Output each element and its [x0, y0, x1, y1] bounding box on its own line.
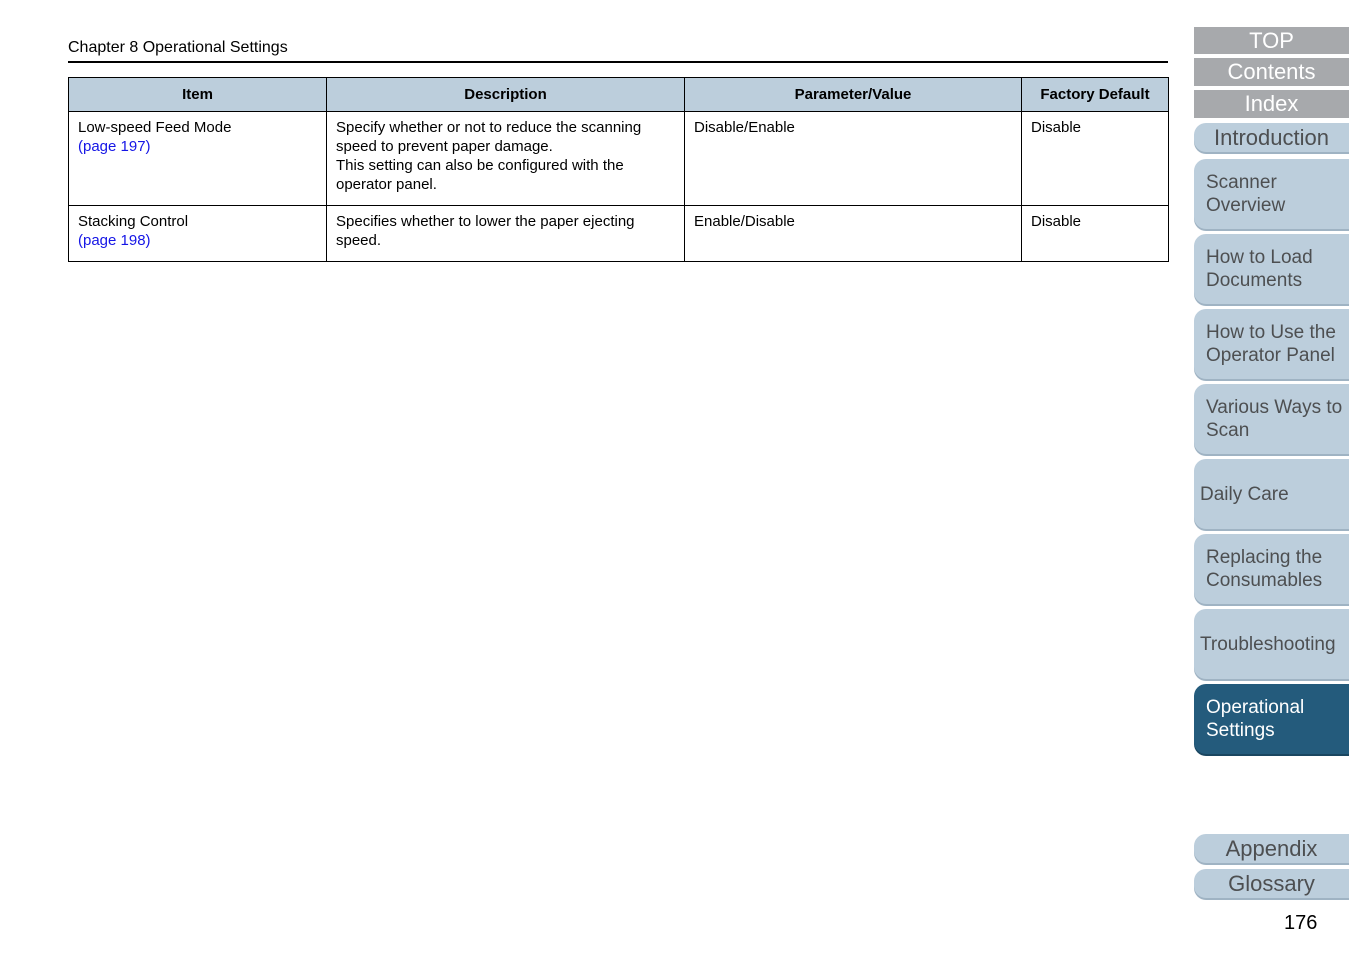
tab-label: Daily Care	[1200, 483, 1289, 505]
description-line: Specify whether or not to reduce the scanning speed to prevent paper damage.	[336, 119, 642, 155]
tab-appendix[interactable]: Appendix	[1194, 834, 1349, 863]
cell-default: Disable	[1022, 112, 1169, 206]
tab-glossary[interactable]: Glossary	[1194, 869, 1349, 898]
tab-label: How to Use the Operator Panel	[1206, 322, 1336, 366]
tab-operational-settings[interactable]	[1194, 684, 1349, 754]
page-link[interactable]: (page 197)	[78, 138, 151, 155]
tab-troubleshooting[interactable]	[1194, 609, 1349, 679]
column-header-parameter: Parameter/Value	[685, 78, 1022, 112]
tab-scanner-overview[interactable]	[1194, 159, 1349, 229]
tab-introduction[interactable]: Introduction	[1194, 123, 1349, 152]
tab-label: Operational Settings	[1206, 697, 1305, 741]
header-rule	[68, 61, 1168, 63]
tab-label: Various Ways to Scan	[1206, 397, 1343, 441]
cell-default: Disable	[1022, 206, 1169, 262]
settings-table	[68, 77, 1169, 262]
description-line: Specifies whether to lower the paper ejecting speed.	[336, 213, 635, 249]
table-header-row	[69, 78, 1169, 112]
column-header-item: Item	[69, 78, 327, 112]
tab-label: How to Load Documents	[1206, 247, 1313, 291]
nav-index-button[interactable]: Index	[1194, 90, 1349, 118]
tab-how-to-use-operator-panel[interactable]	[1194, 309, 1349, 379]
table-row	[69, 112, 1169, 206]
item-name: Low-speed Feed Mode	[78, 119, 232, 136]
cell-item	[69, 112, 327, 206]
tab-label: Scanner Overview	[1206, 172, 1286, 216]
cell-description	[327, 206, 685, 262]
page-number: 176	[1284, 912, 1318, 934]
column-header-default: Factory Default	[1022, 78, 1169, 112]
chapter-header: Chapter 8 Operational Settings	[68, 39, 288, 56]
tab-label: Replacing the Consumables	[1206, 547, 1323, 591]
description-line: This setting can also be configured with the operator panel.	[336, 157, 624, 193]
nav-contents-button[interactable]: Contents	[1194, 58, 1349, 86]
tab-daily-care[interactable]	[1194, 459, 1349, 529]
cell-item	[69, 206, 327, 262]
item-name: Stacking Control	[78, 213, 189, 230]
page-link[interactable]: (page 198)	[78, 232, 151, 249]
tab-replacing-consumables[interactable]	[1194, 534, 1349, 604]
table-row	[69, 206, 1169, 262]
tab-various-ways-to-scan[interactable]	[1194, 384, 1349, 454]
column-header-description: Description	[327, 78, 685, 112]
cell-parameter: Enable/Disable	[685, 206, 1022, 262]
cell-description	[327, 112, 685, 206]
nav-top-button[interactable]: TOP	[1194, 27, 1349, 54]
tab-how-to-load-documents[interactable]	[1194, 234, 1349, 304]
tab-label: Troubleshooting	[1200, 633, 1336, 655]
cell-parameter: Disable/Enable	[685, 112, 1022, 206]
